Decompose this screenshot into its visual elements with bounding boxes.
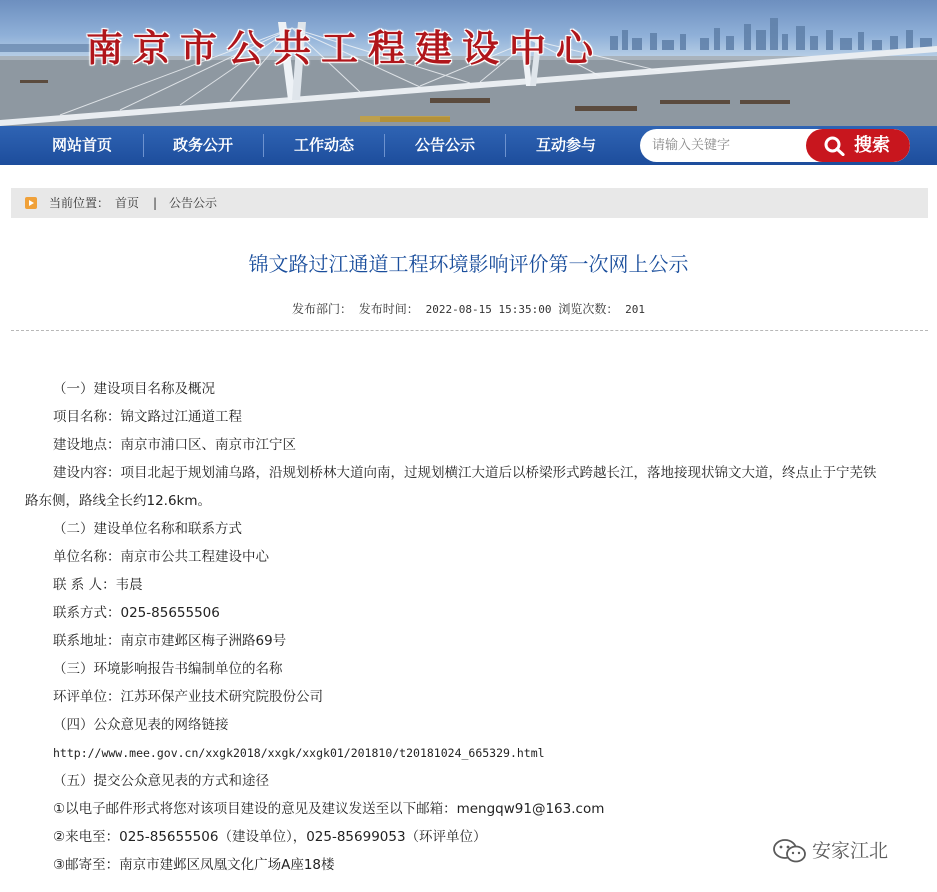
search-button[interactable] <box>806 129 910 162</box>
nav-item-interaction[interactable]: 互动参与 <box>535 136 596 154</box>
meta-time-value: 2022-08-15 15:35:00 <box>425 303 552 316</box>
meta-views-value: 201 <box>625 303 646 316</box>
header-banner <box>0 0 937 126</box>
section-heading-4: （四）公众意见表的网络链接 <box>53 717 229 733</box>
nav-item-notices[interactable]: 公告公示 <box>414 136 475 154</box>
breadcrumb-home-link[interactable]: 首页 <box>115 196 140 210</box>
breadcrumb-current[interactable]: 公告公示 <box>169 196 218 210</box>
eia-unit-line: 环评单位：江苏环保产业技术研究院股份公司 <box>53 689 323 705</box>
unit-name-line: 单位名称：南京市公共工程建设中心 <box>53 549 269 565</box>
header-divider <box>11 330 928 331</box>
phone-method-line: ②来电至：025-85655506（建设单位），025-85699053（环评单位） <box>53 829 487 845</box>
project-location-line: 建设地点：南京市浦口区、南京市江宁区 <box>53 437 296 453</box>
search-box <box>640 129 910 162</box>
meta-dept-label: 发布部门： <box>291 302 352 316</box>
site-title: 南京市公共工程建设中心 <box>86 26 603 70</box>
contact-address-line: 联系地址：南京市建邺区梅子洲路69号 <box>53 633 287 649</box>
breadcrumb <box>11 188 928 218</box>
contact-person-line: 联 系 人：韦晨 <box>53 577 143 593</box>
form-link[interactable]: http://www.mee.gov.cn/xxgk2018/xxgk/xxgk01/201810/t20181024_665329.html <box>53 746 545 760</box>
breadcrumb-separator: | <box>153 196 158 210</box>
section-heading-5: （五）提交公众意见表的方式和途径 <box>53 773 269 789</box>
mail-method-line: ③邮寄至：南京市建邺区凤凰文化广场A座18楼 <box>53 857 335 873</box>
location-marker-icon <box>25 197 37 209</box>
meta-time-label: 发布时间： <box>358 302 419 316</box>
nav-item-gov-affairs[interactable]: 政务公开 <box>172 136 233 154</box>
section-heading-3: （三）环境影响报告书编制单位的名称 <box>53 661 283 677</box>
contact-phone-line: 联系方式：025-85655506 <box>53 605 220 621</box>
section-heading-1: （一）建设项目名称及概况 <box>53 381 215 397</box>
search-input[interactable] <box>652 129 812 162</box>
search-button-label: 搜索 <box>854 135 890 156</box>
nav-item-work-news[interactable]: 工作动态 <box>293 136 354 154</box>
search-icon <box>824 136 846 160</box>
breadcrumb-prefix: 当前位置： <box>49 196 110 210</box>
article-meta <box>0 300 937 317</box>
project-content-line-cont: 路东侧，路线全长约12.6km。 <box>25 493 212 509</box>
meta-views-label: 浏览次数： <box>558 302 619 316</box>
article-title: 锦文路过江通道工程环境影响评价第一次网上公示 <box>248 252 689 276</box>
wechat-icon <box>772 838 808 868</box>
email-method-line: ①以电子邮件形式将您对该项目建设的意见及建议发送至以下邮箱：mengqw91@163.com <box>53 801 605 817</box>
section-heading-2: （二）建设单位名称和联系方式 <box>53 521 242 537</box>
project-content-line: 建设内容：项目北起于规划浦乌路，沿规划桥林大道向南，过规划横江大道后以桥梁形式跨越长江，落地接现状锦文大道，终点止于宁芜铁 <box>53 465 877 481</box>
project-name-line: 项目名称：锦文路过江通道工程 <box>53 409 242 425</box>
nav-item-home[interactable]: 网站首页 <box>51 136 112 154</box>
watermark-text: 安家江北 <box>812 840 889 862</box>
